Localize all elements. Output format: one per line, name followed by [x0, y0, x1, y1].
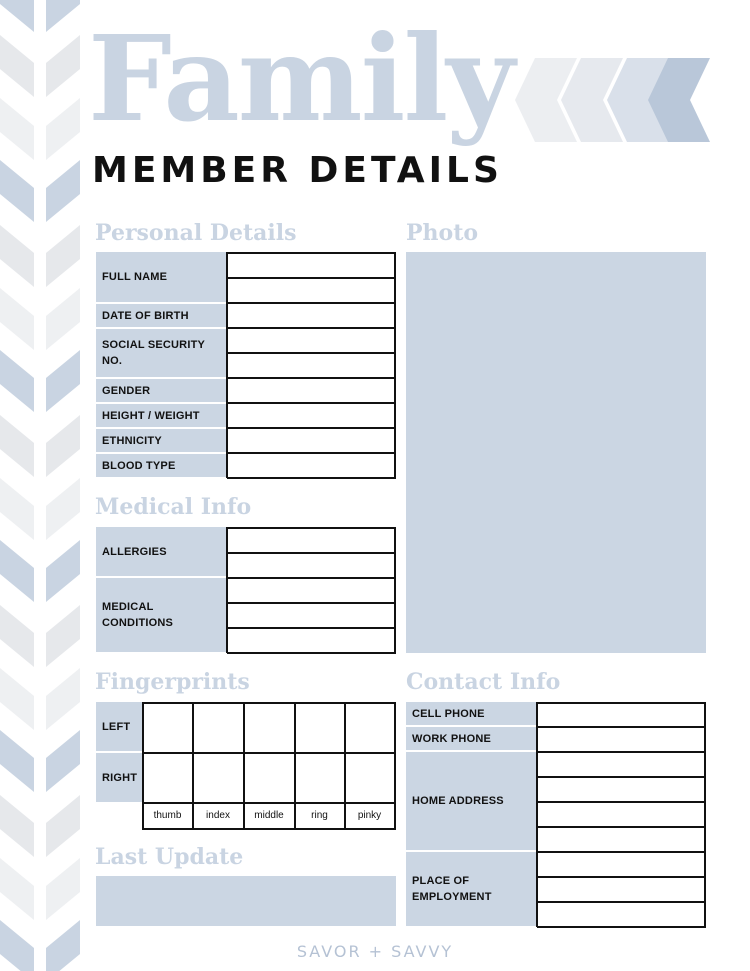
label-height-weight: HEIGHT / WEIGHT	[96, 404, 227, 427]
chevron-arrows-icon	[515, 58, 710, 142]
label-medical-conditions: MEDICAL CONDITIONS	[96, 578, 227, 652]
section-title-last-update: Last Update	[95, 844, 244, 870]
finger-label-thumb: thumb	[153, 810, 182, 821]
label-place-of-employment: PLACE OF EMPLOYMENT	[406, 852, 537, 926]
finger-label-middle: middle	[254, 810, 284, 821]
label-cell-phone: CELL PHONE	[406, 702, 537, 725]
page-title-family: Family	[88, 9, 513, 148]
footer-brand: SAVOR + SAVVY	[296, 942, 454, 961]
section-title-personal: Personal Details	[95, 220, 297, 246]
page-subtitle: MEMBER DETAILS	[92, 150, 503, 191]
finger-label-pinky: pinky	[357, 810, 382, 821]
section-title-contact: Contact Info	[406, 669, 561, 695]
section-title-fingerprints: Fingerprints	[95, 669, 250, 695]
label-blood-type: BLOOD TYPE	[96, 454, 227, 477]
section-title-medical: Medical Info	[95, 494, 252, 520]
label-right: RIGHT	[96, 753, 142, 802]
last-update-field[interactable]	[96, 876, 396, 926]
label-full-name: FULL NAME	[96, 252, 227, 302]
section-title-photo: Photo	[406, 220, 479, 246]
label-work-phone: WORK PHONE	[406, 727, 537, 750]
label-gender: GENDER	[96, 379, 227, 402]
chevron-pattern-left	[0, 0, 80, 971]
label-ssn: SOCIAL SECURITY NO.	[96, 329, 227, 377]
photo-placeholder[interactable]	[406, 252, 706, 653]
label-date-of-birth: DATE OF BIRTH	[96, 304, 227, 327]
finger-label-ring: ring	[311, 810, 328, 821]
label-left: LEFT	[96, 702, 142, 751]
finger-label-index: index	[206, 810, 230, 821]
label-allergies: ALLERGIES	[96, 527, 227, 576]
label-home-address: HOME ADDRESS	[406, 752, 537, 850]
label-ethnicity: ETHNICITY	[96, 429, 227, 452]
